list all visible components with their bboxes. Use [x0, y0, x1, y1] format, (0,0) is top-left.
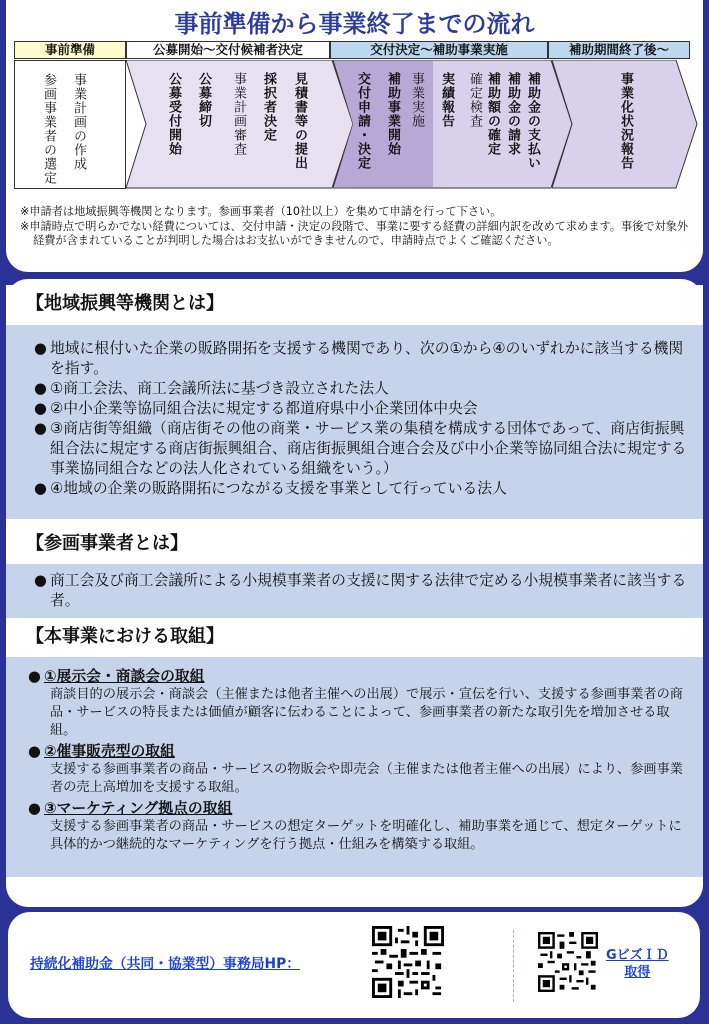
step-payment: 補助金の支払い [525, 72, 540, 170]
gbiz-acquire-label[interactable]: 取得 [624, 965, 651, 980]
initiative-desc: 支援する参画事業者の商品・サービスの想定ターゲットを明確化し、補助事業を通じて、想定ターゲットに具体的かつ継続的なマーケティングを行う拠点・仕組みを構築する取組。 [50, 819, 682, 852]
bullet-item: ● 商工会及び商工会議所による小規模事業者の支援に関する法律で定める小規模事業者に該当する者。 [34, 572, 687, 609]
bullet-icon: ● [34, 420, 47, 437]
stage-header-after: 補助期間終了後〜 [548, 41, 690, 59]
gbiz-id-link[interactable] [606, 947, 669, 981]
step-fix-amount: 補助額の確定 [485, 72, 500, 156]
bullet-item: ● ③商店街等組織（商店街その他の商業・サービス業の集積を構成する団体であって、商店街振興組合法に規定する商店街振興組合、商店街振興組合連合会及び中小企業等協同組合法に規定する事業協同組合などの法人化されている組織をいう。） [34, 420, 687, 477]
step-inspection: 確定検査 [467, 72, 482, 128]
step-report: 実績報告 [439, 72, 454, 128]
step-quote: 見積書等の提出 [292, 72, 307, 170]
hp-link[interactable]: 持続化補助金（共同・協業型）事務局HP： [30, 956, 301, 972]
bullet-icon: ● [34, 400, 47, 417]
stage-header-grant: 交付決定〜補助事業実施 [330, 41, 548, 59]
section-heading-participants: 【参画事業者とは】 [6, 525, 703, 563]
bullet-item: ● ④地域の企業の販路開拓につながる支援を事業として行っている法人 [34, 480, 507, 497]
initiative-desc: 商談目的の展示会・商談会（主催または他者主催への出展）で展示・宣伝を行い、支援する参画事業者の商品・サービスの特長または価値が顧客に伝わることによって、参画事業者の新たな取引先を増加させる取組。 [50, 687, 683, 738]
step-review: 事業計画審査 [231, 72, 246, 156]
flow-notes [20, 205, 695, 249]
section-body-initiatives [6, 657, 703, 877]
phase-offering [126, 60, 354, 189]
section-heading-initiatives: 【本事業における取組】 [6, 618, 703, 656]
section-body-participants [6, 564, 703, 618]
initiative-desc: 支援する参画事業者の商品・サービスの物販会や即売会（主催または他者主催への出展）により、参画事業者の売上高増加を支援する取組。 [50, 762, 683, 795]
footer-divider [513, 930, 514, 1002]
bullet-item: ● ②中小企業等協同組合法に規定する都道府県中小企業団体中央会 [34, 400, 478, 417]
qr-code-gbiz-icon[interactable] [538, 932, 598, 992]
flow-title: 事前準備から事業終了までの流れ [174, 10, 535, 38]
qr-code-hp-icon[interactable] [372, 926, 444, 998]
footer-panel [8, 912, 700, 1018]
step-plan: 事業計画の作成 [71, 73, 86, 171]
info-panel [6, 279, 703, 907]
step-open: 公募受付開始 [166, 72, 181, 156]
section-body-regional-bodies [6, 325, 703, 519]
phase-grant [333, 60, 573, 189]
step-status-report: 事業化状況報告 [618, 72, 633, 170]
phase-prep [14, 60, 126, 189]
bullet-icon: ● [34, 380, 47, 397]
bullet-icon: ● [34, 340, 47, 357]
note-expenses: ※申請時点で明らかでない経費については、交付申請・決定の段階で、事業に要する経費の詳細内訳を改めて求めます。事後で対象外経費が含まれていることが判明した場合はお支払いができませんので、申請時点でよくご確認ください。 [20, 219, 689, 247]
stage-header-prep: 事前準備 [14, 41, 126, 59]
initiative-title: ● ②催事販売型の取組 [28, 743, 175, 760]
bullet-icon: ● [34, 572, 47, 589]
step-claim: 補助金の請求 [505, 72, 520, 156]
note-applicant: ※申請者は地域振興等機関となります。参画事業者（10社以上）を集めて申請を行って下さい。 [20, 205, 502, 218]
step-select-partners: 参画事業者の選定 [41, 73, 56, 185]
step-application: 交付申請・決定 [355, 72, 370, 170]
step-start: 補助事業開始 [385, 72, 400, 156]
step-execution: 事業実施 [409, 72, 424, 128]
flow-panel [6, 0, 703, 272]
section-heading-regional-bodies: 【地域振興等機関とは】 [6, 285, 703, 323]
bullet-icon: ● [28, 668, 41, 685]
step-close: 公募締切 [196, 72, 211, 128]
step-adopt: 採択者決定 [261, 72, 276, 142]
phase-after [552, 60, 698, 189]
bullet-icon: ● [34, 480, 47, 497]
initiative-title: ● ①展示会・商談会の取組 [28, 668, 205, 685]
stage-header-offering: 公募開始〜交付候補者決定 [126, 41, 330, 59]
bullet-icon: ● [28, 800, 41, 817]
initiative-title: ● ③マーケティング拠点の取組 [28, 800, 233, 817]
gbiz-id-label[interactable]: GビズＩＤ [606, 948, 669, 963]
bullet-item: ● ①商工会法、商工会議所法に基づき設立された法人 [34, 380, 389, 397]
bullet-item: ● 地域に根付いた企業の販路開拓を支援する機関であり、次の①から④のいずれかに該当する機関を指す。 [34, 340, 684, 377]
bullet-icon: ● [28, 743, 41, 760]
